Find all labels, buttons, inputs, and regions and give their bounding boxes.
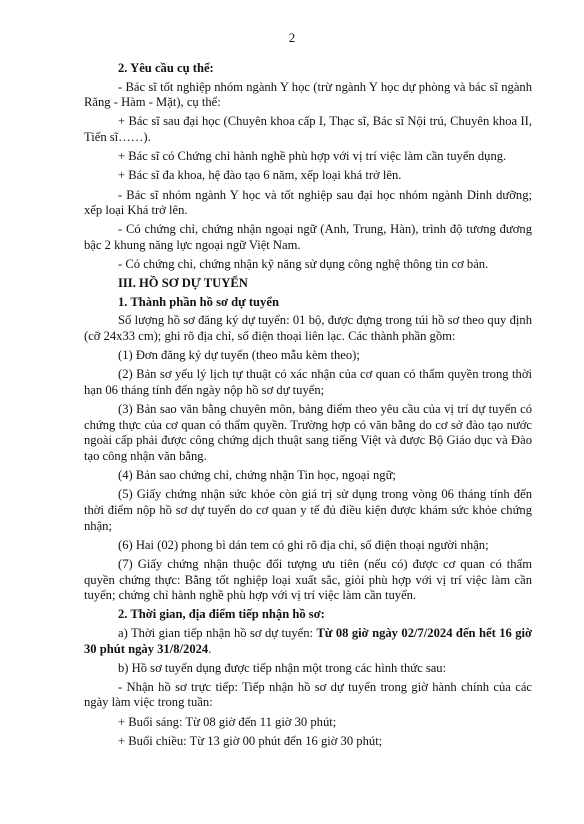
section-heading-requirements: 2. Yêu cầu cụ thể: [118, 61, 214, 75]
requirement-item: - Bác sĩ nhóm ngành Y học và tốt nghiệp sau đại học nhóm ngành Dinh dưỡng; xếp loại Khá trở lên. [84, 187, 532, 218]
afternoon-hours: + Buổi chiều: Từ 13 giờ 00 phút đến 16 giờ 30 phút; [118, 733, 383, 748]
document-item: (6) Hai (02) phong bì dán tem có ghi rõ địa chỉ, số điện thoại người nhận; [118, 537, 489, 552]
document-body [84, 61, 532, 753]
section-heading-application: III. HỒ SƠ DỰ TUYỂN [118, 276, 248, 291]
receiving-methods: b) Hồ sơ tuyển dụng được tiếp nhận một trong các hình thức sau: [118, 660, 447, 675]
direct-submission: - Nhận hồ sơ trực tiếp: Tiếp nhận hồ sơ dự tuyển trong giờ hành chính của các ngày làm việc trong tuần: [84, 679, 532, 710]
subsection-heading-time-place: 2. Thời gian, địa điểm tiếp nhận hồ sơ: [118, 607, 325, 622]
page-number: 2 [288, 30, 296, 45]
document-item: (2) Bản sơ yếu lý lịch tự thuật có xác nhận của cơ quan có thẩm quyền trong thời hạn 06 tháng tính đến ngày nộp hồ sơ dự tuyển; [84, 367, 532, 398]
morning-hours: + Buổi sáng: Từ 08 giờ đến 11 giờ 30 phút; [118, 714, 337, 729]
receiving-time-period: Từ 08 giờ ngày 02/7/2024 đến hết 16 giờ 30 phút ngày 31/8/2024 [84, 625, 532, 656]
document-item: (5) Giấy chứng nhận sức khỏe còn giá trị sử dụng trong vòng 06 tháng tính đến thời điểm nộp hồ sơ dự tuyển do cơ quan y tế đủ điều kiện được khám sức khỏe chứng nhận; [84, 487, 532, 533]
document-item: (1) Đơn đăng ký dự tuyển (theo mẫu kèm theo); [118, 348, 360, 363]
receiving-time-prefix: a) Thời gian tiếp nhận hồ sơ dự tuyển: [118, 625, 317, 640]
requirement-item: - Có chứng chỉ, chứng nhận ngoại ngữ (Anh, Trung, Hàn), trình độ tương đương bậc 2 khung năng lực ngoại ngữ Việt Nam. [84, 222, 532, 252]
receiving-time-suffix: . [208, 641, 212, 656]
document-item: (4) Bản sao chứng chỉ, chứng nhận Tin học, ngoại ngữ; [118, 468, 396, 483]
requirement-item: - Có chứng chỉ, chứng nhận kỹ năng sử dụng công nghệ thông tin cơ bản. [118, 257, 489, 272]
documents-intro: Số lượng hồ sơ đăng ký dự tuyển: 01 bộ, được đựng trong túi hồ sơ theo quy định (cỡ 24x33 cm); ghi rõ địa chỉ, số điện thoại liên lạc. Các thành phần gồm: [84, 313, 532, 344]
receiving-time [84, 626, 532, 657]
subsection-heading-documents: 1. Thành phần hồ sơ dự tuyển [118, 294, 279, 309]
document-item: (3) Bản sao văn bằng chuyên môn, bảng điểm theo yêu cầu của vị trí dự tuyển có chứng thực của cơ quan có thẩm quyền. Trường hợp có văn bằng do cơ sở đào tạo nước ngoài cấp phải được công chứng dịch thuật sang tiếng Việt và được Bộ Giáo dục và Đào tạo công nhận văn bằng. [84, 402, 532, 463]
document-item: (7) Giấy chứng nhận thuộc đối tượng ưu tiên (nếu có) được cơ quan có thẩm quyền chứng thực: Bằng tốt nghiệp loại xuất sắc, giỏi phù hợp với vị trí việc làm cần tuyển; chứng chỉ hành nghề phù hợp với vị trí việc làm cần tuyển. [84, 556, 532, 603]
requirement-subitem: + Bác sĩ sau đại học (Chuyên khoa cấp I, Thạc sĩ, Bác sĩ Nội trú, Chuyên khoa II, Tiến sĩ……). [84, 114, 532, 144]
requirement-subitem: + Bác sĩ đa khoa, hệ đào tạo 6 năm, xếp loại khá trở lên. [118, 168, 402, 183]
requirement-subitem: + Bác sĩ có Chứng chỉ hành nghề phù hợp với vị trí việc làm cần tuyển dụng. [118, 149, 507, 164]
requirement-item: - Bác sĩ tốt nghiệp nhóm ngành Y học (trừ ngành Y học dự phòng và bác sĩ ngành Răng - Hàm - Mặt), cụ thể: [84, 79, 532, 110]
